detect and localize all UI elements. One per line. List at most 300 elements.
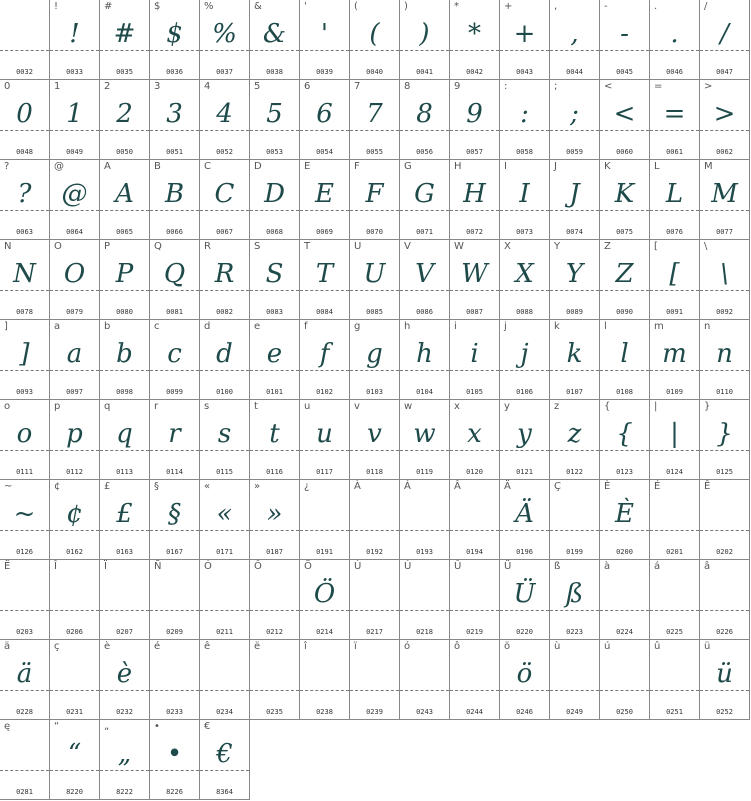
baseline-guide [400,610,449,611]
glyph-code: 0117 [316,468,333,476]
glyph-cell [300,400,350,480]
glyph-cell [250,400,300,480]
baseline-guide [200,610,249,611]
baseline-guide [250,210,299,211]
glyph-cell [100,80,150,160]
glyph-code: 0101 [266,388,283,396]
glyph-sample: g [366,339,383,369]
baseline-guide [300,530,349,531]
glyph-cell [200,80,250,160]
glyph-char-label: $ [154,1,161,12]
glyph-cell [500,240,550,320]
glyph-code: 0194 [466,548,483,556]
glyph-char-label: Ú [404,561,412,572]
glyph-sample: ? [17,179,32,209]
glyph-sample: P [115,259,134,289]
baseline-guide [550,530,599,531]
glyph-cell [550,560,600,640]
baseline-guide [650,210,699,211]
glyph-char-label: O [54,241,62,252]
glyph-cell [650,160,700,240]
glyph-code: 0105 [466,388,483,396]
glyph-code: 0200 [616,548,633,556]
glyph-code: 0054 [316,148,333,156]
glyph-sample: k [566,339,583,369]
baseline-guide [300,130,349,131]
baseline-guide [450,130,499,131]
glyph-char-label: Ô [254,561,262,572]
glyph-char-label: â [704,561,711,572]
glyph-char-label: i [454,321,457,332]
glyph-code: 0057 [466,148,483,156]
glyph-sample: r [168,419,181,449]
glyph-char-label: R [204,241,211,252]
glyph-code: 0050 [116,148,133,156]
baseline-guide [650,530,699,531]
glyph-cell [100,320,150,400]
glyph-cell [150,400,200,480]
baseline-guide [500,370,549,371]
glyph-cell [0,240,50,320]
glyph-sample: < [613,99,636,129]
glyph-code: 0060 [616,148,633,156]
baseline-guide [300,450,349,451]
glyph-code: 0163 [116,548,133,556]
glyph-code: 0045 [616,68,633,76]
glyph-char-label: “ [54,721,60,732]
glyph-sample: B [164,179,185,209]
glyph-char-label: g [354,321,361,332]
glyph-sample: ~ [13,499,36,529]
glyph-code: 0088 [516,308,533,316]
glyph-char-label: h [404,321,411,332]
glyph-code: 0083 [266,308,283,316]
glyph-code: 0084 [316,308,333,316]
glyph-sample: • [166,739,183,769]
glyph-code: 0193 [416,548,433,556]
baseline-guide [250,530,299,531]
baseline-guide [500,290,549,291]
glyph-cell [650,640,700,720]
glyph-sample: X [515,259,534,289]
glyph-char-label: j [504,321,507,332]
glyph-code: 0212 [266,628,283,636]
glyph-cell [100,480,150,560]
baseline-guide [600,290,649,291]
glyph-char-label: H [454,161,462,172]
glyph-char-label: ê [204,641,211,652]
glyph-cell [300,560,350,640]
baseline-guide [600,50,649,51]
glyph-code: 0207 [116,628,133,636]
glyph-code: 0104 [416,388,433,396]
baseline-guide [550,290,599,291]
glyph-cell [350,640,400,720]
glyph-code: 0079 [66,308,83,316]
glyph-code: 0219 [466,628,483,636]
baseline-guide [300,50,349,51]
glyph-cell [150,320,200,400]
glyph-code: 0201 [666,548,683,556]
glyph-sample: ' [320,19,329,49]
glyph-sample: M [711,179,738,209]
glyph-code: 8364 [216,788,233,796]
baseline-guide [650,450,699,451]
glyph-char-label: à [604,561,611,572]
glyph-char-label: ó [404,641,411,652]
baseline-guide [500,530,549,531]
glyph-cell [400,560,450,640]
baseline-guide [0,290,49,291]
glyph-char-label: „ [104,721,110,732]
glyph-code: 0206 [66,628,83,636]
glyph-char-label: V [404,241,411,252]
glyph-cell [550,320,600,400]
glyph-char-label: £ [104,481,111,492]
glyph-sample: z [567,419,582,449]
glyph-char-label: ) [404,1,408,12]
glyph-cell [200,640,250,720]
glyph-cell [500,560,550,640]
glyph-sample: ; [570,99,579,129]
glyph-char-label: » [254,481,261,492]
glyph-char-label: < [604,81,613,92]
glyph-code: 0089 [566,308,583,316]
glyph-char-label: > [704,81,713,92]
baseline-guide [100,530,149,531]
glyph-char-label: , [554,1,558,12]
glyph-char-label: ? [4,161,10,172]
glyph-sample: » [266,499,283,529]
glyph-code: 0063 [16,228,33,236]
glyph-sample: t [269,419,280,449]
glyph-code: 0214 [316,628,333,636]
glyph-cell [400,320,450,400]
baseline-guide [350,210,399,211]
glyph-cell [250,240,300,320]
baseline-guide [650,290,699,291]
baseline-guide [200,450,249,451]
glyph-cell [700,560,750,640]
glyph-char-label: Ó [204,561,212,572]
glyph-char-label: q [104,401,111,412]
baseline-guide [50,690,99,691]
glyph-char-label: Ç [554,481,561,492]
glyph-cell [450,160,500,240]
glyph-char-label: C [204,161,211,172]
glyph-code: 0087 [466,308,483,316]
glyph-char-label: D [254,161,262,172]
glyph-code: 0076 [666,228,683,236]
glyph-code: 0217 [366,628,383,636]
baseline-guide [450,450,499,451]
baseline-guide [700,610,749,611]
glyph-sample: $ [166,19,183,49]
glyph-char-label: ; [554,81,558,92]
glyph-char-label: p [54,401,61,412]
baseline-guide [550,210,599,211]
glyph-cell [200,400,250,480]
glyph-code: 0187 [266,548,283,556]
baseline-guide [700,210,749,211]
glyph-sample: w [413,419,436,449]
glyph-code: 0058 [516,148,533,156]
glyph-code: 0224 [616,628,633,636]
baseline-guide [250,450,299,451]
glyph-code: 0120 [466,468,483,476]
glyph-char-label: v [354,401,360,412]
baseline-guide [50,130,99,131]
glyph-char-label: % [204,1,214,12]
glyph-cell [350,240,400,320]
glyph-sample: f [319,339,330,369]
glyph-sample: R [214,259,235,289]
baseline-guide [450,530,499,531]
glyph-code: 0220 [516,628,533,636]
glyph-code: 0048 [16,148,33,156]
glyph-code: 0114 [166,468,183,476]
glyph-sample: V [415,259,434,289]
glyph-char-label: = [654,81,663,92]
glyph-sample: ¢ [66,499,83,529]
glyph-code: 0110 [716,388,733,396]
glyph-sample: & [262,19,287,49]
glyph-sample: . [670,19,679,49]
glyph-code: 0211 [216,628,233,636]
glyph-code: 0234 [216,708,233,716]
glyph-code: 0162 [66,548,83,556]
glyph-cell [300,320,350,400]
glyph-cell [50,0,100,80]
glyph-code: 0199 [566,548,583,556]
glyph-code: 0102 [316,388,333,396]
glyph-cell [400,640,450,720]
glyph-sample: 5 [266,99,283,129]
glyph-char-label: ç [54,641,60,652]
glyph-sample: , [570,19,579,49]
glyph-sample: è [116,659,133,689]
baseline-guide [100,450,149,451]
glyph-char-label: J [554,161,557,172]
glyph-code: 0032 [16,68,33,76]
baseline-guide [650,50,699,51]
glyph-code: 0093 [16,388,33,396]
baseline-guide [450,610,499,611]
glyph-char-label: 4 [204,81,211,92]
baseline-guide [300,210,349,211]
glyph-code: 0085 [366,308,383,316]
baseline-guide [350,690,399,691]
glyph-sample: K [614,179,635,209]
baseline-guide [100,370,149,371]
glyph-cell [350,400,400,480]
glyph-char-label: { [604,401,611,412]
glyph-cell [500,80,550,160]
glyph-code: 0042 [466,68,483,76]
glyph-cell [600,0,650,80]
baseline-guide [200,530,249,531]
glyph-char-label: z [554,401,560,412]
baseline-guide [150,290,199,291]
baseline-guide [0,450,49,451]
glyph-char-label: ü [704,641,711,652]
glyph-sample: - [620,19,629,49]
glyph-char-label: Ù [354,561,362,572]
glyph-code: 0035 [116,68,133,76]
glyph-cell [150,160,200,240]
glyph-cell [600,640,650,720]
glyph-cell [650,560,700,640]
glyph-code: 0098 [116,388,133,396]
glyph-cell [500,640,550,720]
baseline-guide [500,690,549,691]
glyph-sample: i [470,339,479,369]
glyph-char-label: a [54,321,61,332]
glyph-sample: ß [565,579,584,609]
glyph-sample: = [663,99,686,129]
baseline-guide [400,210,449,211]
glyph-cell [150,0,200,80]
glyph-code: 0047 [716,68,733,76]
glyph-code: 0037 [216,68,233,76]
glyph-code: 0116 [266,468,283,476]
baseline-guide [400,130,449,131]
glyph-code: 0171 [216,548,233,556]
glyph-sample: Y [565,259,584,289]
baseline-guide [450,210,499,211]
glyph-cell [50,80,100,160]
baseline-guide [450,50,499,51]
glyph-cell [350,0,400,80]
glyph-cell [400,0,450,80]
glyph-sample: x [467,419,482,449]
baseline-guide [300,290,349,291]
glyph-char-label: & [254,1,262,12]
glyph-char-label: ¢ [54,481,61,492]
glyph-cell [0,80,50,160]
baseline-guide [350,530,399,531]
glyph-code: 0069 [316,228,333,236]
glyph-char-label: d [204,321,211,332]
glyph-cell [50,400,100,480]
baseline-guide [600,450,649,451]
baseline-guide [550,130,599,131]
glyph-sample: b [116,339,133,369]
baseline-guide [700,690,749,691]
glyph-char-label: : [504,81,508,92]
glyph-char-label: È [604,481,611,492]
baseline-guide [150,610,199,611]
glyph-sample: S [265,259,284,289]
baseline-guide [650,130,699,131]
glyph-char-label: 6 [304,81,311,92]
glyph-sample: v [367,419,382,449]
glyph-char-label: t [254,401,258,412]
glyph-cell [0,400,50,480]
glyph-code: 0059 [566,148,583,156]
glyph-char-label: N [4,241,12,252]
glyph-char-label: ( [354,1,358,12]
glyph-sample: G [414,179,435,209]
glyph-cell [400,480,450,560]
baseline-guide [100,130,149,131]
baseline-guide [150,690,199,691]
baseline-guide [100,770,149,771]
glyph-char-label: c [154,321,160,332]
glyph-cell [350,480,400,560]
glyph-cell [0,560,50,640]
glyph-cell [600,80,650,160]
baseline-guide [200,50,249,51]
baseline-guide [300,370,349,371]
baseline-guide [550,610,599,611]
baseline-guide [500,130,549,131]
glyph-code: 0091 [666,308,683,316]
glyph-char-label: « [204,481,211,492]
glyph-sample: ! [69,19,80,49]
glyph-sample: Ä [515,499,534,529]
glyph-char-label: . [654,1,658,12]
glyph-cell [400,80,450,160]
glyph-code: 0209 [166,628,183,636]
glyph-cell [350,160,400,240]
baseline-guide [550,50,599,51]
glyph-code: 0122 [566,468,583,476]
glyph-cell [150,240,200,320]
baseline-guide [200,130,249,131]
glyph-code: 0046 [666,68,683,76]
glyph-code: 0071 [416,228,433,236]
glyph-code: 0111 [16,468,33,476]
glyph-code: 0107 [566,388,583,396]
glyph-char-label: \ [704,241,708,252]
glyph-char-label: û [654,641,661,652]
glyph-char-label: ú [604,641,611,652]
glyph-cell [550,0,600,80]
baseline-guide [700,290,749,291]
glyph-cell [600,400,650,480]
glyph-char-label: A [104,161,111,172]
glyph-sample: H [463,179,486,209]
glyph-code: 0202 [716,548,733,556]
glyph-cell [300,160,350,240]
glyph-char-label: Ü [504,561,512,572]
glyph-cell [0,320,50,400]
glyph-sample: : [520,99,529,129]
glyph-sample: } [716,419,733,449]
baseline-guide [50,370,99,371]
glyph-char-label: Û [454,561,462,572]
glyph-char-label: F [354,161,360,172]
glyph-sample: n [716,339,733,369]
glyph-code: 0065 [116,228,133,236]
glyph-sample: E [315,179,334,209]
glyph-sample: 2 [116,99,133,129]
glyph-code: 0119 [416,468,433,476]
glyph-code: 0228 [16,708,33,716]
baseline-guide [50,210,99,211]
glyph-char-label: r [154,401,159,412]
glyph-cell [600,240,650,320]
baseline-guide [0,210,49,211]
glyph-cell [50,320,100,400]
baseline-guide [0,770,49,771]
glyph-cell [300,0,350,80]
baseline-guide [300,610,349,611]
glyph-char-label: x [454,401,460,412]
glyph-cell [50,720,100,800]
glyph-cell [450,640,500,720]
